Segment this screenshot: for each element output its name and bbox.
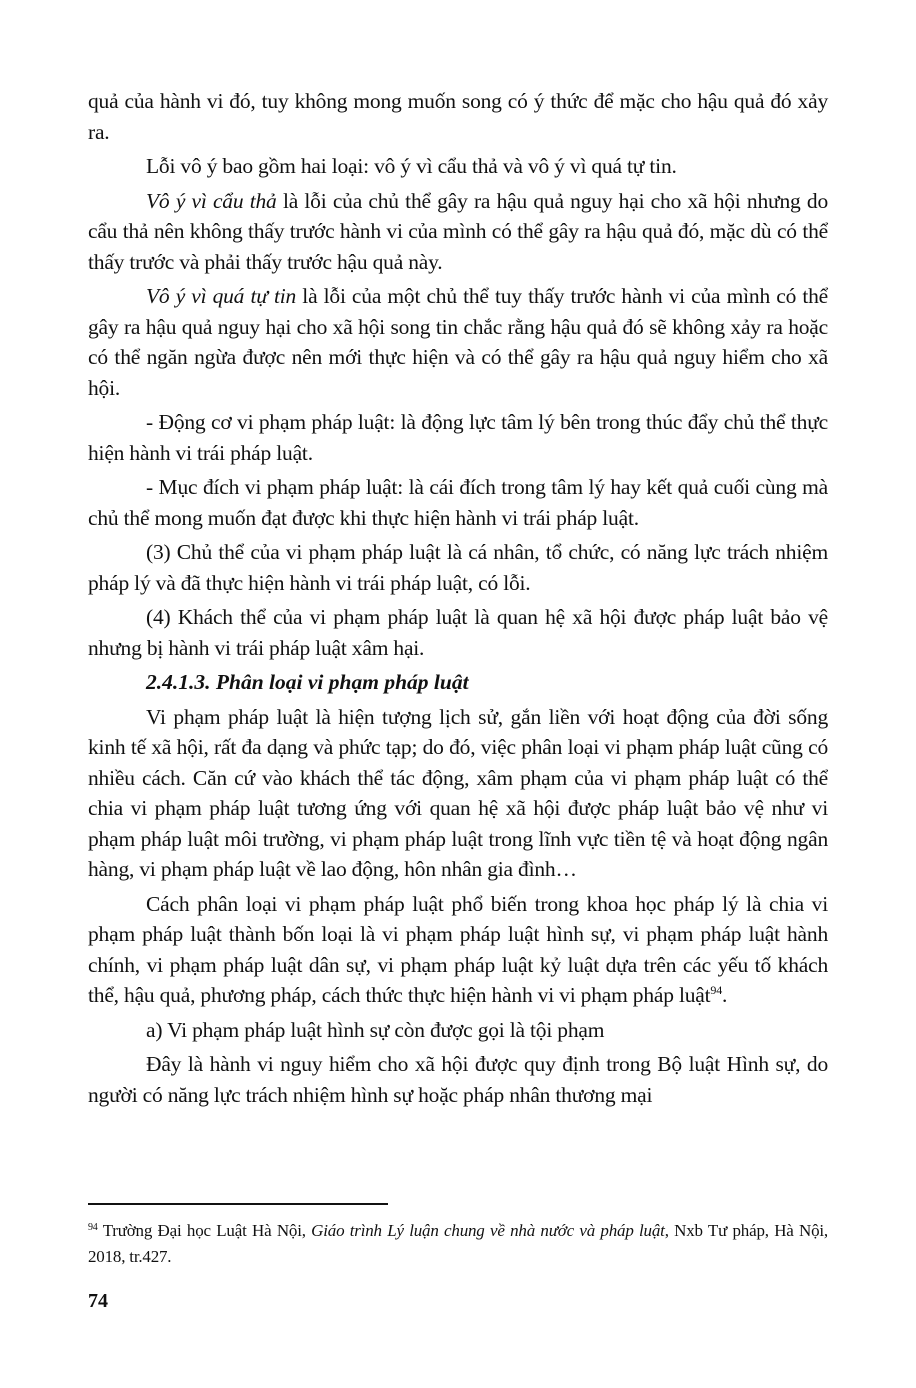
paragraph-text: (4) Khách thể của vi phạm pháp luật là quan hệ xã hội được pháp luật bảo vệ nhưng bị hành vi trái pháp luật xâm hại. — [88, 605, 828, 660]
section-heading: 2.4.1.3. Phân loại vi phạm pháp luật — [146, 670, 469, 694]
paragraph-text: là lỗi của một chủ thể tuy thấy trước hành vi của mình có thể gây ra hậu quả nguy hại cho xã hội song tin chắc rằng hậu quả đó sẽ không xảy ra hoặc có thể ngăn ngừa được nên mới thực hiện và có thể gây ra hậu quả nguy hiểm cho xã hội. — [88, 284, 828, 400]
paragraph-overconfidence — [88, 281, 828, 403]
paragraph-careless-negligence — [88, 186, 828, 278]
page-number: 74 — [88, 1290, 108, 1312]
paragraph-continuation — [88, 86, 828, 147]
paragraph-motive — [88, 407, 828, 468]
paragraph-criminal-heading — [88, 1015, 828, 1046]
paragraph-classification-intro — [88, 702, 828, 885]
footnote-title: Giáo trình Lý luận chung về nhà nước và pháp luật — [311, 1221, 665, 1240]
paragraph-subject — [88, 537, 828, 598]
footnote-tail: , Nxb Tư pháp, Hà Nội, 2018, tr.427. — [88, 1221, 828, 1266]
italic-term: Vô ý vì quá tự tin — [146, 284, 297, 308]
paragraph-text: - Động cơ vi phạm pháp luật: là động lực tâm lý bên trong thúc đẩy chủ thể thực hiện hành vi trái pháp luật. — [88, 410, 828, 465]
paragraph-criminal-definition — [88, 1049, 828, 1110]
paragraph-text: (3) Chủ thể của vi phạm pháp luật là cá nhân, tổ chức, có năng lực trách nhiệm pháp lý và đã thực hiện hành vi trái pháp luật, có lỗi. — [88, 540, 828, 595]
footnote-reference[interactable]: 94 — [710, 983, 723, 997]
footnote-lead: Trường Đại học Luật Hà Nội, — [97, 1221, 312, 1240]
paragraph-tail: . — [722, 983, 728, 1007]
paragraph-error-types — [88, 151, 828, 182]
italic-term: Vô ý vì cẩu thả — [146, 188, 277, 213]
footnote-divider — [88, 1203, 388, 1205]
footnote-number: 94 — [88, 1222, 98, 1233]
footnote — [88, 1218, 828, 1270]
paragraph-text: - Mục đích vi phạm pháp luật: là cái đích trong tâm lý hay kết quả cuối cùng mà chủ thể mong muốn đạt được khi thực hiện hành vi trái pháp luật. — [88, 475, 828, 530]
paragraph-object — [88, 602, 828, 663]
paragraph-text: Lỗi vô ý bao gồm hai loại: vô ý vì cẩu thả và vô ý vì quá tự tin. — [146, 154, 677, 178]
paragraph-purpose — [88, 472, 828, 533]
paragraph-classification-common — [88, 889, 828, 1011]
paragraph-text: a) Vi phạm pháp luật hình sự còn được gọi là tội phạm — [146, 1017, 605, 1042]
paragraph-text: Cách phân loại vi phạm pháp luật phổ biến trong khoa học pháp lý là chia vi phạm pháp luật thành bốn loại là vi phạm pháp luật hình sự, vi phạm pháp luật hành chính, vi phạm pháp luật dân sự, vi phạm pháp luật kỷ luật dựa trên các yếu tố khách thể, hậu quả, phương pháp, cách thức thực hiện hành vi vi phạm pháp luật — [88, 891, 828, 1007]
paragraph-text: Đây là hành vi nguy hiểm cho xã hội được quy định trong Bộ luật Hình sự, do người có năng lực trách nhiệm hình sự hoặc pháp nhân thương mại — [88, 1052, 828, 1107]
page-body — [88, 86, 828, 1114]
paragraph-text: Vi phạm pháp luật là hiện tượng lịch sử, gắn liền với hoạt động của đời sống kinh tế xã hội, rất đa dạng và phức tạp; do đó, việc phân loại vi phạm pháp luật cũng có nhiều cách. Căn cứ vào khách thể tác động, xâm phạm của vi phạm pháp luật có thể chia vi phạm pháp luật tương ứng với quan hệ xã hội được pháp luật bảo vệ như vi phạm pháp luật môi trường, vi phạm pháp luật trong lĩnh vực tiền tệ và hoạt động ngân hàng, vi phạm pháp luật về lao động, hôn nhân gia đình… — [88, 704, 828, 881]
paragraph-text: quả của hành vi đó, tuy không mong muốn song có ý thức để mặc cho hậu quả đó xảy ra. — [88, 89, 828, 144]
paragraph-text: là lỗi của chủ thể gây ra hậu quả nguy hại cho xã hội nhưng do cẩu thả nên không thấy trước hành vi của mình có thể gây ra hậu quả đó, mặc dù có thể thấy trước và phải thấy trước hậu quả này. — [88, 188, 828, 274]
